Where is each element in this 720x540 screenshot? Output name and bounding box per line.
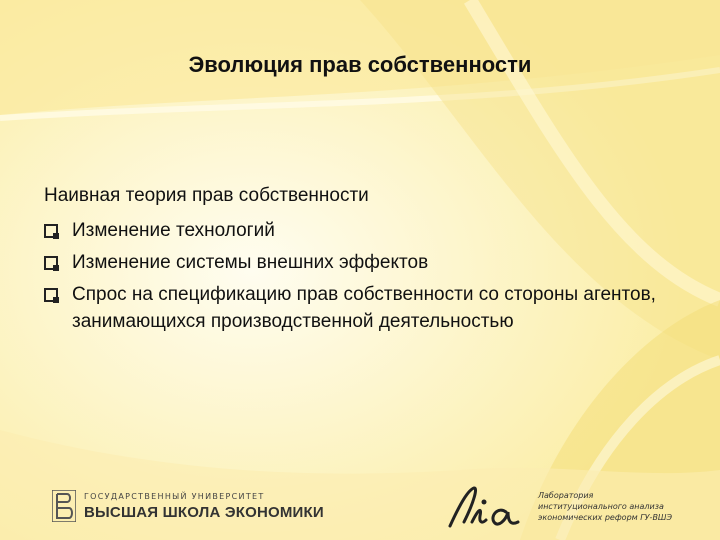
checkbox-bullet-icon <box>44 288 58 302</box>
bullet-item <box>44 281 684 335</box>
slide-body <box>44 180 684 335</box>
checkbox-bullet-icon <box>44 224 58 238</box>
lab-line: Лаборатория <box>538 491 594 500</box>
footer <box>0 468 720 540</box>
hse-logo-icon <box>52 490 76 522</box>
bullet-text: Изменение технологий <box>72 220 275 241</box>
intro-line: Наивная теория прав собственности <box>44 185 369 206</box>
lia-logo-icon <box>444 482 524 532</box>
lab-line: экономических реформ ГУ-ВШЭ <box>538 513 673 522</box>
slide-title: Эволюция прав собственности <box>188 52 532 77</box>
bullet-list <box>44 217 684 335</box>
lab-line: институционального анализа <box>538 502 664 511</box>
hse-name-label: ВЫСШАЯ ШКОЛА ЭКОНОМИКИ <box>84 504 324 521</box>
hse-university-label: ГОСУДАРСТВЕННЫЙ УНИВЕРСИТЕТ <box>84 492 265 501</box>
bullet-text: Спрос на спецификацию прав собственности со стороны агентов, занимающихся производственной деятельностью <box>72 284 656 332</box>
bullet-item <box>44 249 684 276</box>
checkbox-bullet-icon <box>44 256 58 270</box>
bullet-item <box>44 217 684 244</box>
lab-name-text <box>538 490 672 523</box>
bullet-text: Изменение системы внешних эффектов <box>72 252 429 273</box>
